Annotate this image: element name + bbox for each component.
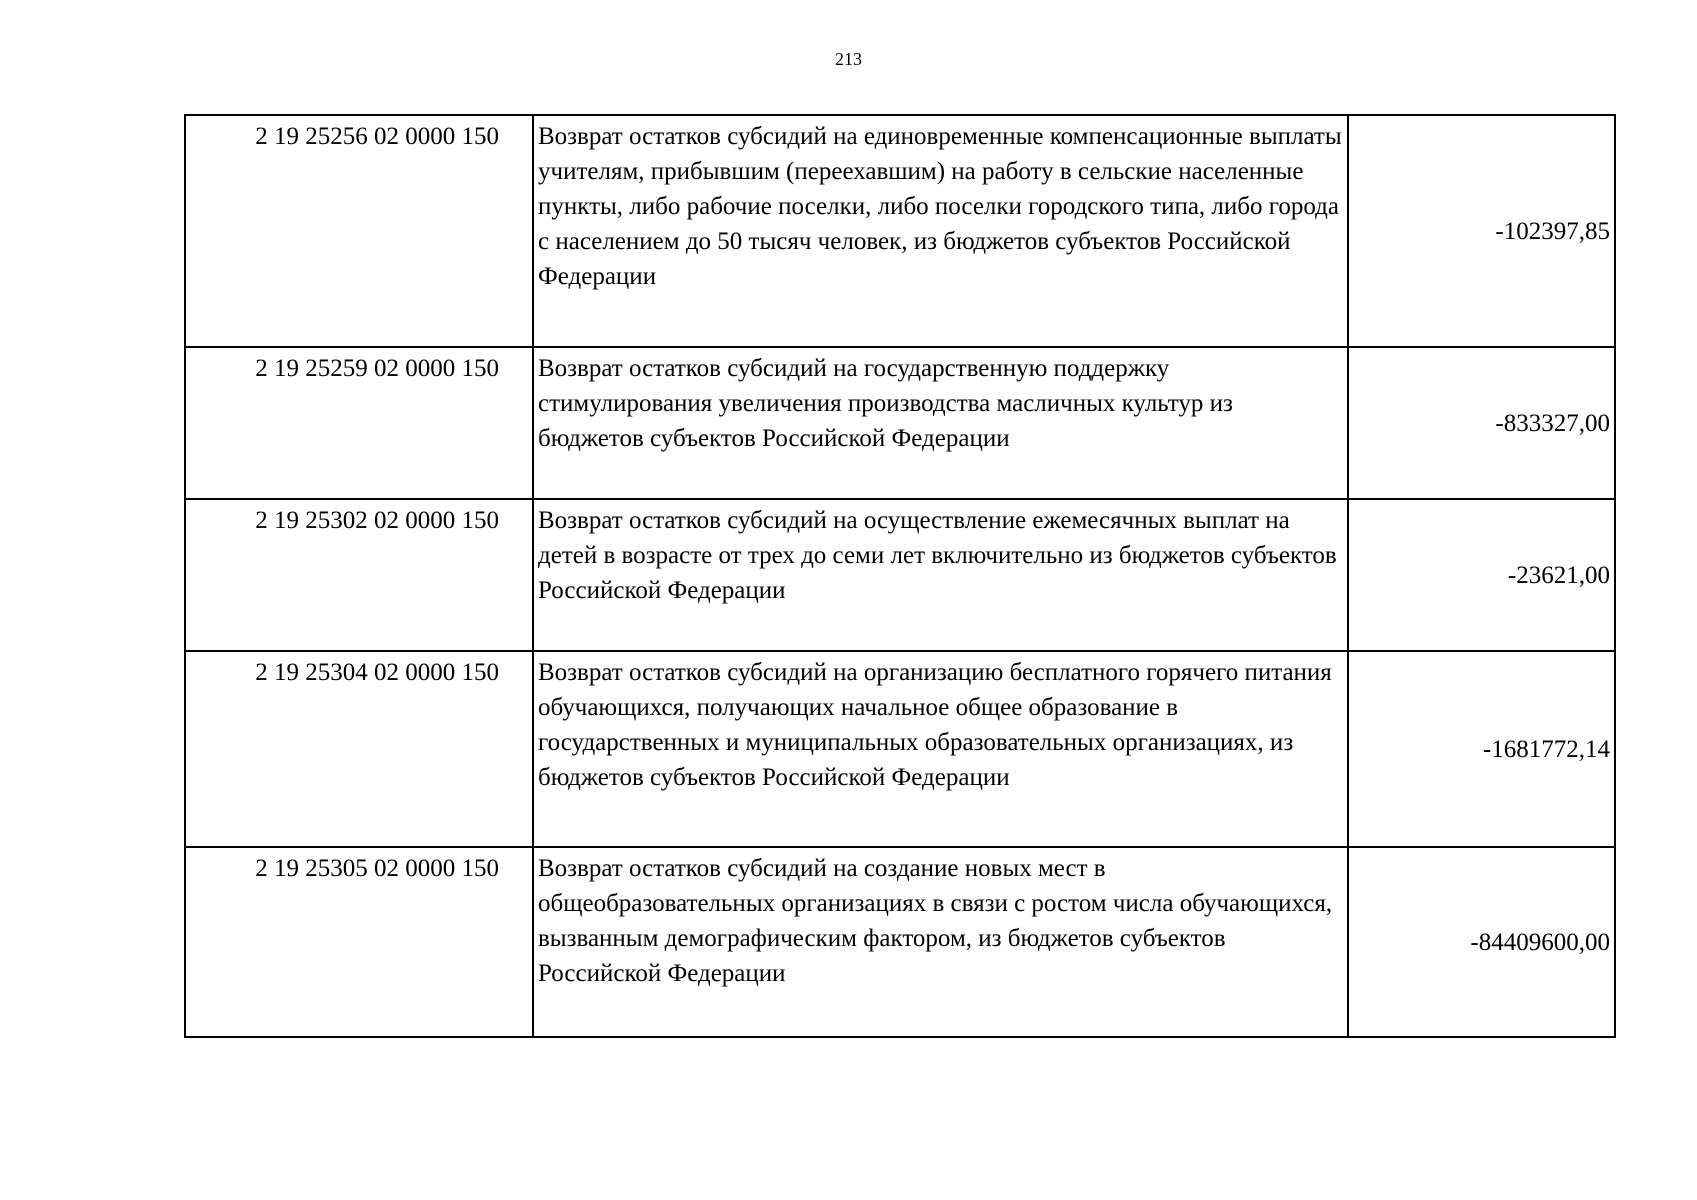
description-cell: Возврат остатков субсидий на единовременные компенсационные выплаты учителям, прибывшим (переехавшим) на работу в сельские населенные пункты, либо рабочие поселки, либо поселки городского типа, либо города с населением до 50 тысяч человек, из бюджетов субъектов Российской Федерации [533, 115, 1348, 347]
table-row [185, 115, 1615, 347]
table-row [185, 651, 1615, 847]
description-cell: Возврат остатков субсидий на осуществление ежемесячных выплат на детей в возрасте от трех до семи лет включительно из бюджетов субъектов Российской Федерации [533, 499, 1348, 651]
table-row [185, 847, 1615, 1037]
description-cell: Возврат остатков субсидий на создание новых мест в общеобразовательных организациях в связи с ростом числа обучающихся, вызванным демографическим фактором, из бюджетов субъектов Российской Федерации [533, 847, 1348, 1037]
page-number: 213 [835, 49, 862, 69]
amount-cell: -1681772,14 [1348, 651, 1615, 847]
table-row [185, 347, 1615, 499]
budget-return-table [184, 114, 1616, 1038]
table-row [185, 499, 1615, 651]
description-cell: Возврат остатков субсидий на организацию бесплатного горячего питания обучающихся, получающих начальное общее образование в государственных и муниципальных образовательных организациях, из бюджетов субъектов Российской Федерации [533, 651, 1348, 847]
budget-code-cell: 2 19 25305 02 0000 150 [185, 847, 533, 1037]
description-cell: Возврат остатков субсидий на государственную поддержку стимулирования увеличения производства масличных культур из бюджетов субъектов Российской Федерации [533, 347, 1348, 499]
budget-code-cell: 2 19 25259 02 0000 150 [185, 347, 533, 499]
budget-code-cell: 2 19 25256 02 0000 150 [185, 115, 533, 347]
budget-code-cell: 2 19 25304 02 0000 150 [185, 651, 533, 847]
amount-cell: -23621,00 [1348, 499, 1615, 651]
amount-cell: -84409600,00 [1348, 847, 1615, 1037]
amount-cell: -102397,85 [1348, 115, 1615, 347]
budget-code-cell: 2 19 25302 02 0000 150 [185, 499, 533, 651]
amount-cell: -833327,00 [1348, 347, 1615, 499]
